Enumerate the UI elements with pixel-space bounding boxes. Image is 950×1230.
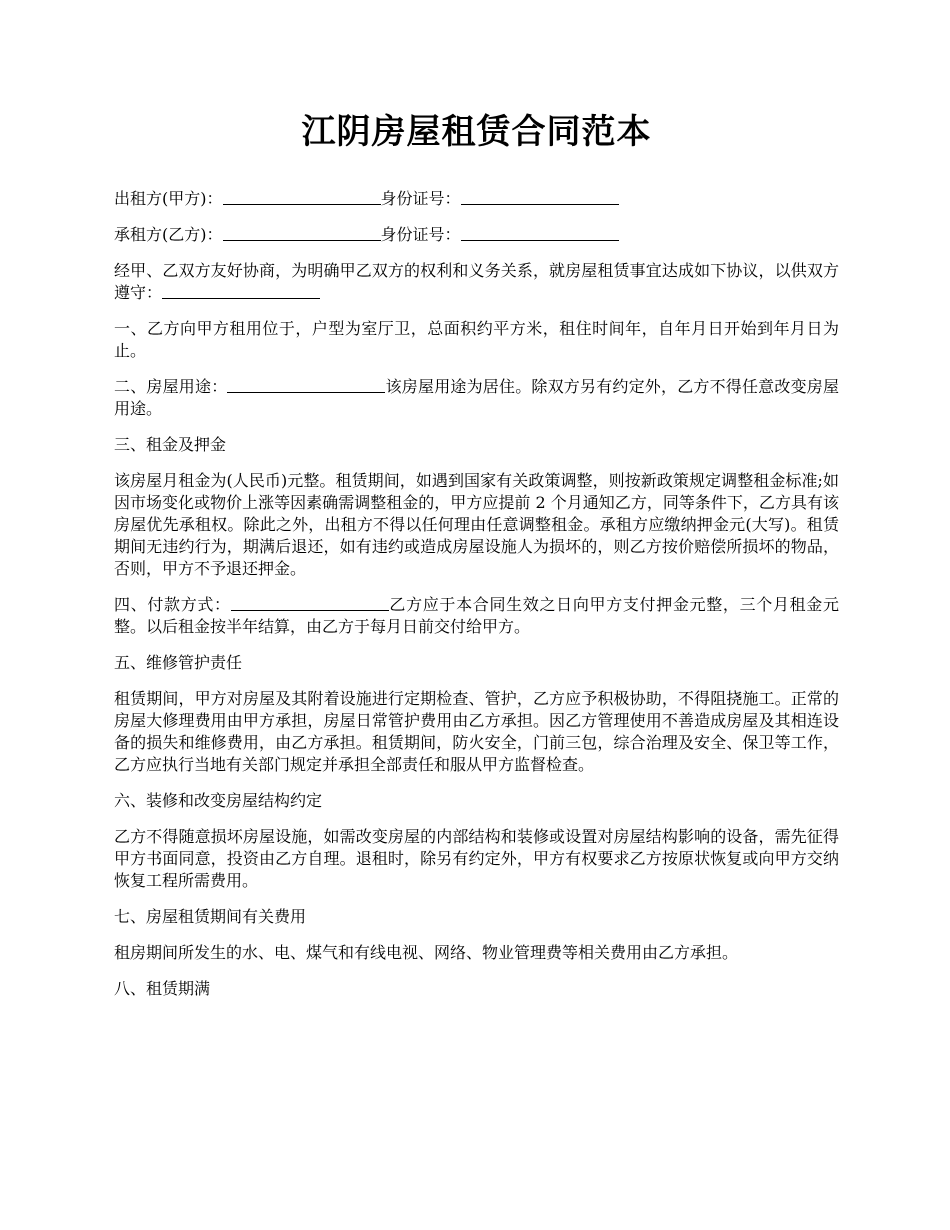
clause-7-heading: 七、房屋租赁期间有关费用	[114, 907, 307, 926]
clause-1: 一、乙方向甲方租用位于，户型为室厅卫，总面积约平方米，租住时间年，自年月日开始到年月日为止。	[114, 319, 839, 360]
clause-5-heading: 五、维修管护责任	[114, 653, 243, 672]
clause-8-heading: 八、租赁期满	[114, 979, 211, 998]
lessor-label: 出租方(甲方)：	[114, 189, 223, 208]
clause-4-suffix: 乙方应于本合同生效之日向甲方支付押金元整，三个月租金元整。以后租金按半年结算，由乙方于每月日前交付给甲方。	[114, 595, 839, 636]
intro-text: 经甲、乙双方友好协商，为明确甲乙双方的权利和义务关系，就房屋租赁事宜达成如下协议，以供双方遵守：	[114, 261, 839, 302]
lessor-id-blank	[461, 188, 619, 205]
clause-3-body: 该房屋月租金为(人民币)元整。租赁期间，如遇到国家有关政策调整，则按新政策规定调整租金标准;如因市场变化或物价上涨等因素确需调整租金的，甲方应提前 2 个月通知乙方，同等条件下，乙方具有该房屋优先承租权。除此之外，出租方不得以任何理由任意调整租金。承租方应缴纳押金元(大写)。租赁期间无违约行为，期满后退还，如有违约或造成房屋设施人为损坏的，则乙方按价赔偿所损坏的物品，否则，甲方不予退还押金。	[114, 471, 839, 578]
clause-2	[114, 376, 839, 420]
clause-2-suffix: 该房屋用途为居住。除双方另有约定外，乙方不得任意改变房屋用途。	[114, 377, 839, 418]
clause-5-body: 租赁期间，甲方对房屋及其附着设施进行定期检查、管护，乙方应予积极协助，不得阻挠施工。正常的房屋大修理费用由甲方承担，房屋日常管护费用由乙方承担。因乙方管理使用不善造成房屋及其相连设备的损失和维修费用，由乙方承担。租赁期间，防火安全，门前三包，综合治理及安全、保卫等工作，乙方应执行当地有关部门规定并承担全部责任和服从甲方监督检查。	[114, 689, 839, 774]
clause-4-prefix: 四、付款方式：	[114, 595, 231, 614]
lessee-id-blank	[461, 224, 619, 241]
clause-6-heading: 六、装修和改变房屋结构约定	[114, 791, 323, 810]
lessee-label: 承租方(乙方)：	[114, 225, 223, 244]
lessee-line	[114, 224, 839, 246]
lessee-name-blank	[223, 224, 381, 241]
usage-blank	[227, 376, 385, 393]
payment-blank	[231, 594, 389, 611]
intro-blank	[162, 282, 320, 299]
document-title: 江阴房屋租赁合同范本	[301, 112, 652, 152]
lessor-id-label: 身份证号：	[380, 189, 461, 208]
clause-2-prefix: 二、房屋用途：	[114, 377, 228, 396]
clause-7-body: 租房期间所发生的水、电、煤气和有线电视、网络、物业管理费等相关费用由乙方承担。	[114, 943, 739, 962]
lessee-id-label: 身份证号：	[380, 225, 461, 244]
intro-paragraph	[114, 260, 839, 304]
clause-4	[114, 594, 839, 638]
lessor-line	[114, 188, 839, 210]
clause-3-heading: 三、租金及押金	[114, 435, 227, 454]
lessor-name-blank	[223, 188, 381, 205]
clause-6-body: 乙方不得随意损坏房屋设施，如需改变房屋的内部结构和装修或设置对房屋结构影响的设备，需先征得甲方书面同意，投资由乙方自理。退租时，除另有约定外，甲方有权要求乙方按原状恢复或向甲方交纳恢复工程所需费用。	[114, 827, 839, 890]
